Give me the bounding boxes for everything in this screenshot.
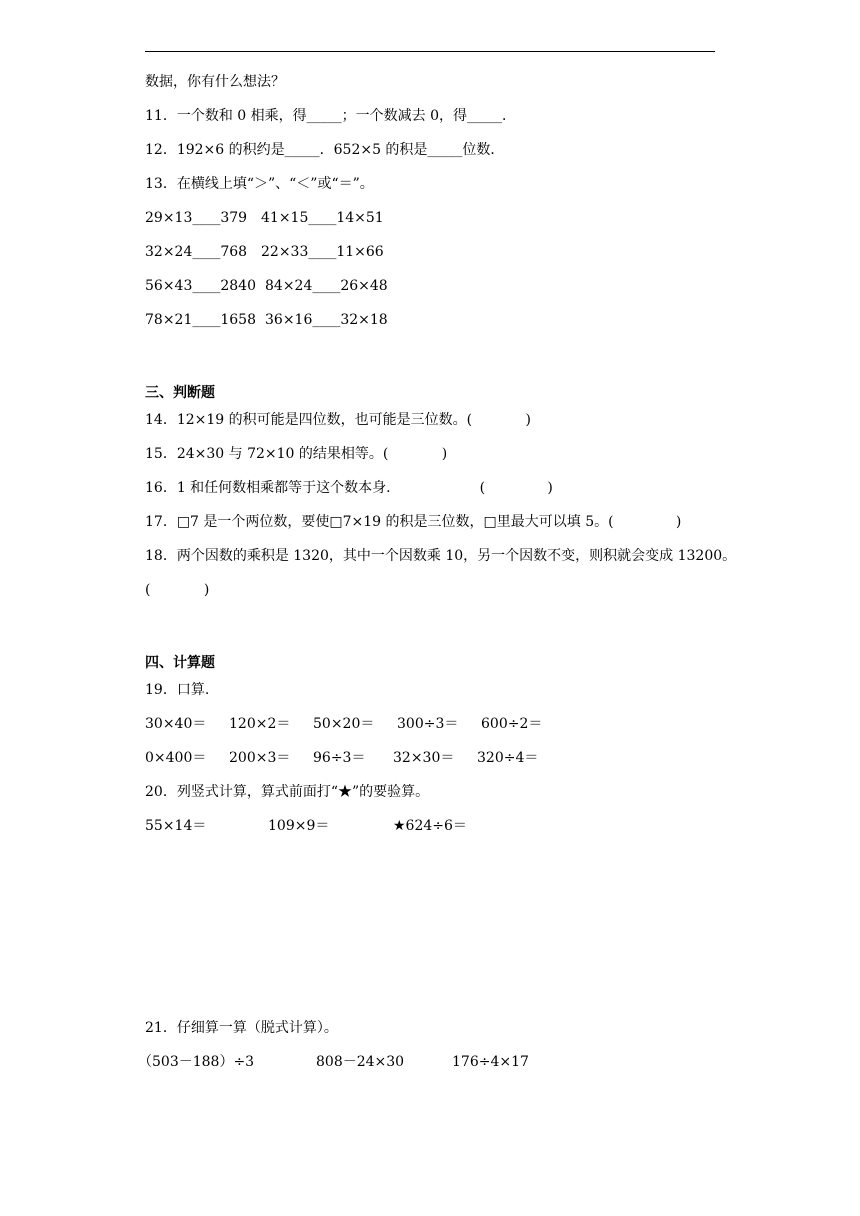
- mental-math-item: 50×20＝: [313, 716, 375, 732]
- intro-tail: 数据，你有什么想法？: [145, 74, 285, 90]
- comparison-item: 22×33____11×66: [261, 244, 384, 260]
- question-21: 21．仔细算一算（脱式计算）。: [145, 1020, 338, 1036]
- header-rule: [145, 51, 715, 52]
- comparison-item: 84×24____26×48: [265, 278, 388, 294]
- question-19: 19．口算.: [145, 682, 210, 698]
- comparison-item: 29×13____379: [145, 210, 248, 226]
- mental-math-item: 200×3＝: [229, 750, 291, 766]
- mental-math-item: 96÷3＝: [313, 750, 366, 766]
- question-17: 17．□7 是一个两位数，要使□7×19 的积是三位数，□里最大可以填 5。( ): [145, 514, 682, 530]
- question-14: 14．12×19 的积可能是四位数，也可能是三位数。( ): [145, 412, 531, 428]
- question-16: 16．1 和任何数相乘都等于这个数本身. ( ): [145, 480, 553, 496]
- comparison-item: 41×15____14×51: [261, 210, 384, 226]
- question-12: 12．192×6 的积约是_____．652×5 的积是_____位数．: [145, 142, 505, 158]
- question-15: 15．24×30 与 72×10 的结果相等。( ): [145, 446, 448, 462]
- vertical-calc-item: 55×14＝: [145, 818, 207, 834]
- vertical-calc-item: ★624÷6＝: [393, 818, 467, 834]
- mental-math-item: 0×400＝: [145, 750, 207, 766]
- question-13: 13．在横线上填“＞”、“＜”或“＝”。: [145, 176, 374, 192]
- comparison-item: 32×24____768: [145, 244, 248, 260]
- mental-math-item: 120×2＝: [229, 716, 291, 732]
- question-18-answer-paren: ( ): [145, 582, 210, 598]
- stepwise-calc-item: 808－24×30: [316, 1054, 405, 1070]
- mental-math-item: 300÷3＝: [397, 716, 459, 732]
- mental-math-item: 600÷2＝: [481, 716, 543, 732]
- mental-math-item: 320÷4＝: [477, 750, 539, 766]
- stepwise-calc-item: （503－188）÷3: [138, 1054, 255, 1070]
- mental-math-item: 30×40＝: [145, 716, 207, 732]
- question-11: 11．一个数和 0 相乘，得_____；一个数减去 0，得_____．: [145, 108, 516, 124]
- comparison-item: 56×43____2840: [145, 278, 256, 294]
- question-18: 18．两个因数的乘积是 1320，其中一个因数乘 10，另一个因数不变，则积就会变成 13200。: [145, 548, 737, 564]
- stepwise-calc-item: 176÷4×17: [452, 1054, 529, 1070]
- vertical-calc-item: 109×9＝: [268, 818, 330, 834]
- mental-math-item: 32×30＝: [393, 750, 455, 766]
- comparison-item: 78×21____1658: [145, 312, 256, 328]
- comparison-item: 36×16____32×18: [265, 312, 388, 328]
- section-4-title: 四、计算题: [145, 655, 215, 671]
- section-3-title: 三、判断题: [145, 385, 215, 401]
- question-20: 20．列竖式计算，算式前面打“★”的要验算。: [145, 784, 430, 800]
